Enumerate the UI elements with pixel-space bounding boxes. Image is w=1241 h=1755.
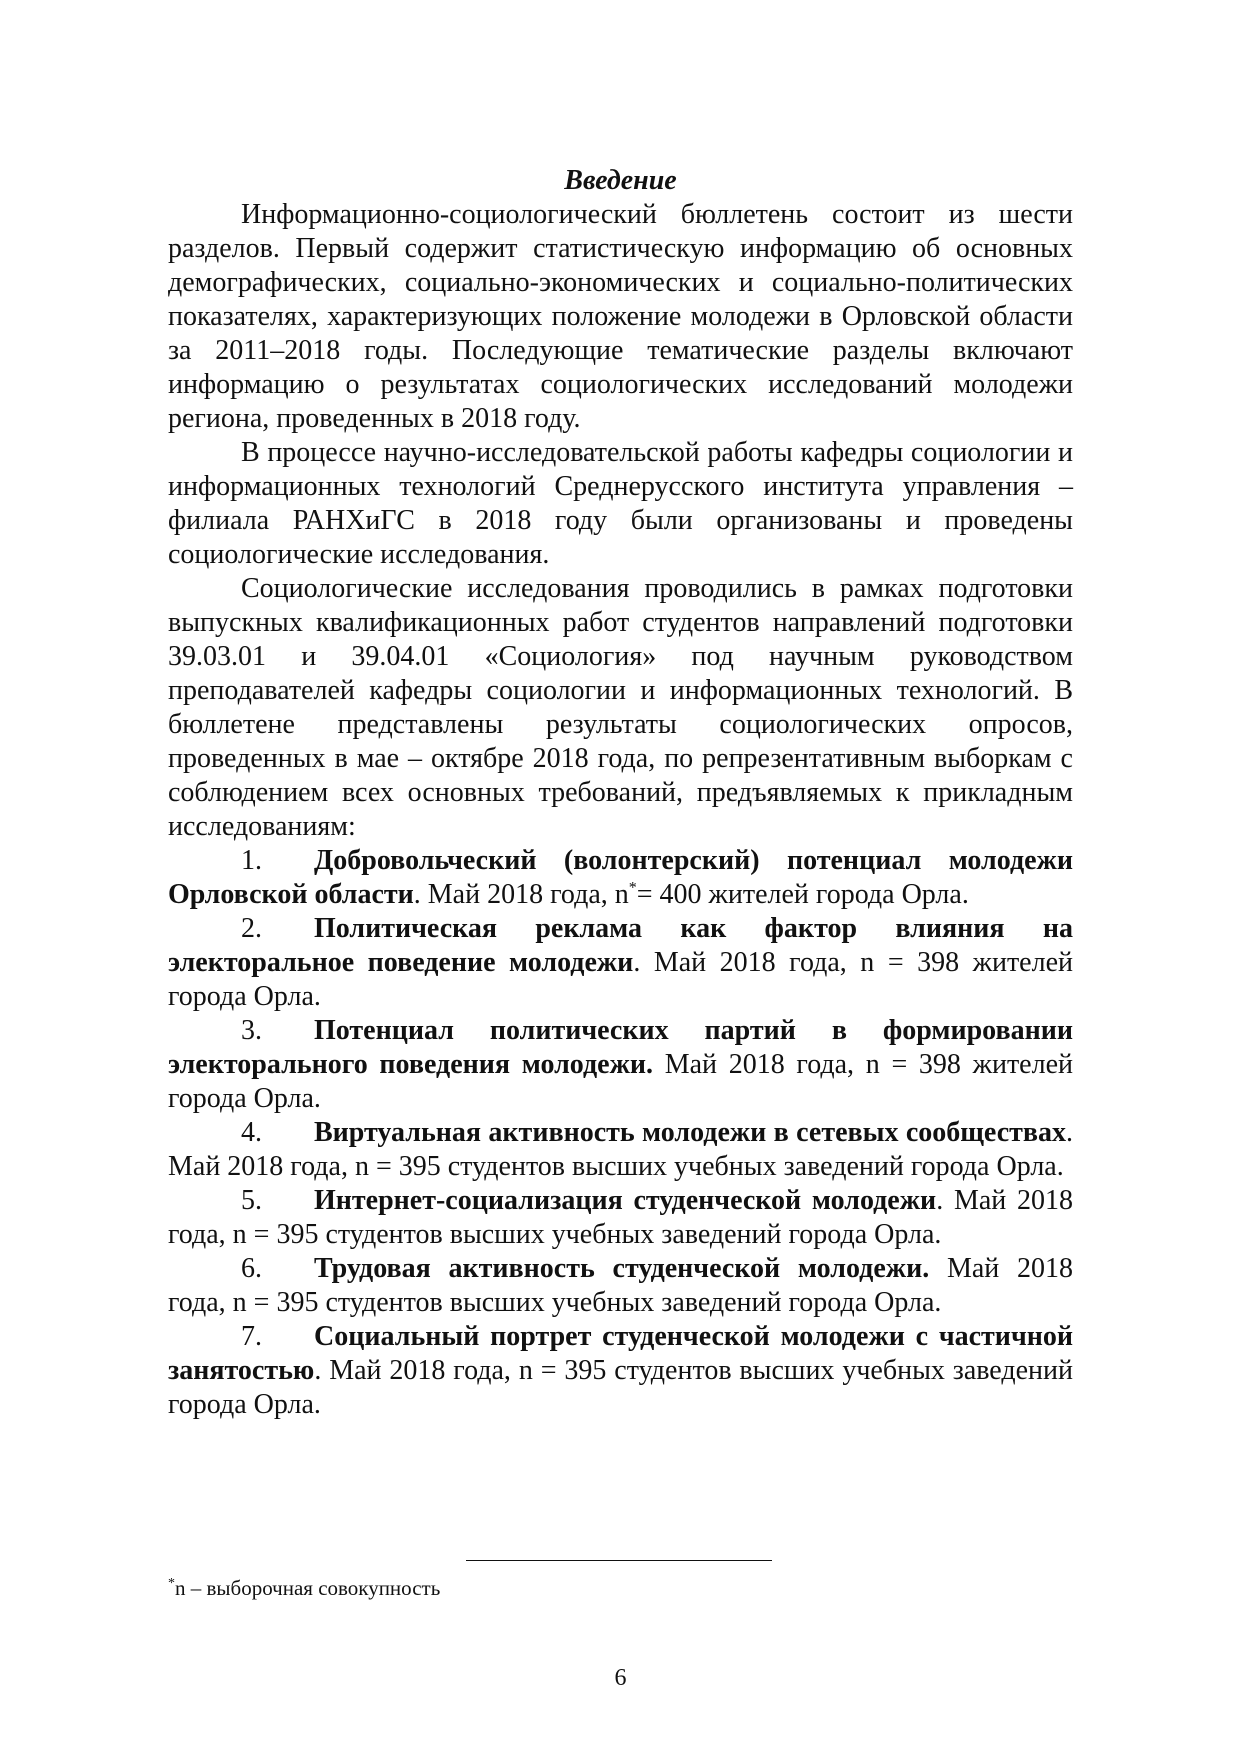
footnote-reference: * <box>628 879 637 897</box>
list-item-number: 5. <box>241 1185 262 1216</box>
list-item-title: Потенциал политических партий в формировании электорального поведения молодежи. <box>168 1015 1073 1080</box>
list-item-number: 4. <box>241 1117 262 1148</box>
list-item <box>168 912 1073 1014</box>
list-item-text: . Май 2018 года, n <box>413 879 629 910</box>
list-item-title: Виртуальная активность молодежи в сетевых сообществах <box>314 1117 1066 1148</box>
list-item <box>168 1252 1073 1320</box>
list-item-text: = 400 жителей города Орла. <box>636 879 969 910</box>
list-item-title: Интернет-социализация студенческой молодежи <box>314 1185 937 1216</box>
paragraph-research: В процессе научно-исследовательской работы кафедры социологии и информационных технологий Среднерусского института управления – филиала РАНХиГС в 2018 году были организованы и проведены социологические исследования. <box>168 437 1073 570</box>
footnote-divider <box>466 1560 772 1561</box>
list-item <box>168 1184 1073 1252</box>
list-item-number: 2. <box>241 913 262 944</box>
list-item-text: . Май 2018 года, n = 398 жителей города Орла. <box>168 947 1073 1012</box>
section-title: Введение <box>564 165 677 196</box>
list-item-text: . Май 2018 года, n = 395 студентов высших учебных заведений города Орла. <box>168 1117 1073 1182</box>
list-item <box>168 1116 1073 1184</box>
list-item-text: Май 2018 года, n = 398 жителей города Орла. <box>168 1049 1073 1114</box>
list-item-text: . Май 2018 года, n = 395 студентов высших учебных заведений города Орла. <box>168 1185 1073 1250</box>
list-item-text: Май 2018 года, n = 395 студентов высших учебных заведений города Орла. <box>168 1253 1073 1318</box>
list-item <box>168 1320 1073 1422</box>
list-item-number: 7. <box>241 1321 262 1352</box>
list-item-text: . Май 2018 года, n = 395 студентов высших учебных заведений города Орла. <box>168 1355 1073 1420</box>
paragraph-methods: Социологические исследования проводились в рамках подготовки выпускных квалификационных работ студентов направлений подготовки 39.03.01 и 39.04.01 «Социология» под научным руководством преподавателей кафедры социологии и информационных технологий. В бюллетене представлены результаты социологических опросов, проведенных в мае – октябре 2018 года, по репрезентативным выборкам с соблюдением всех основных требований, предъявляемых к прикладным исследованиям: <box>168 573 1073 842</box>
list-item-title: Политическая реклама как фактор влияния на электоральное поведение молодежи <box>168 913 1073 978</box>
footnote <box>168 1575 440 1601</box>
list-item-number: 6. <box>241 1253 262 1284</box>
list-item-title: Социальный портрет студенческой молодежи с частичной занятостью <box>168 1321 1073 1386</box>
list-item-number: 3. <box>241 1015 262 1046</box>
list-item <box>168 844 1073 912</box>
document-page <box>168 164 1073 1422</box>
page-number: 6 <box>614 1665 627 1691</box>
list-item-number: 1. <box>241 845 262 876</box>
paragraph-intro: Информационно-социологический бюллетень состоит из шести разделов. Первый содержит статистическую информацию об основных демографических, социально-экономических и социально-политических показателях, характеризующих положение молодежи в Орловской области за 2011–2018 годы. Последующие тематические разделы включают информацию о результатах социологических исследований молодежи региона, проведенных в 2018 году. <box>168 199 1073 434</box>
footnote-text: n – выборочная совокупность <box>175 1576 441 1600</box>
list-item <box>168 1014 1073 1116</box>
footnote-mark: * <box>168 1576 175 1591</box>
list-item-title: Трудовая активность студенческой молодежи. <box>314 1253 930 1284</box>
list-item-title: Добровольческий (волонтерский) потенциал молодежи Орловской области <box>168 845 1073 910</box>
